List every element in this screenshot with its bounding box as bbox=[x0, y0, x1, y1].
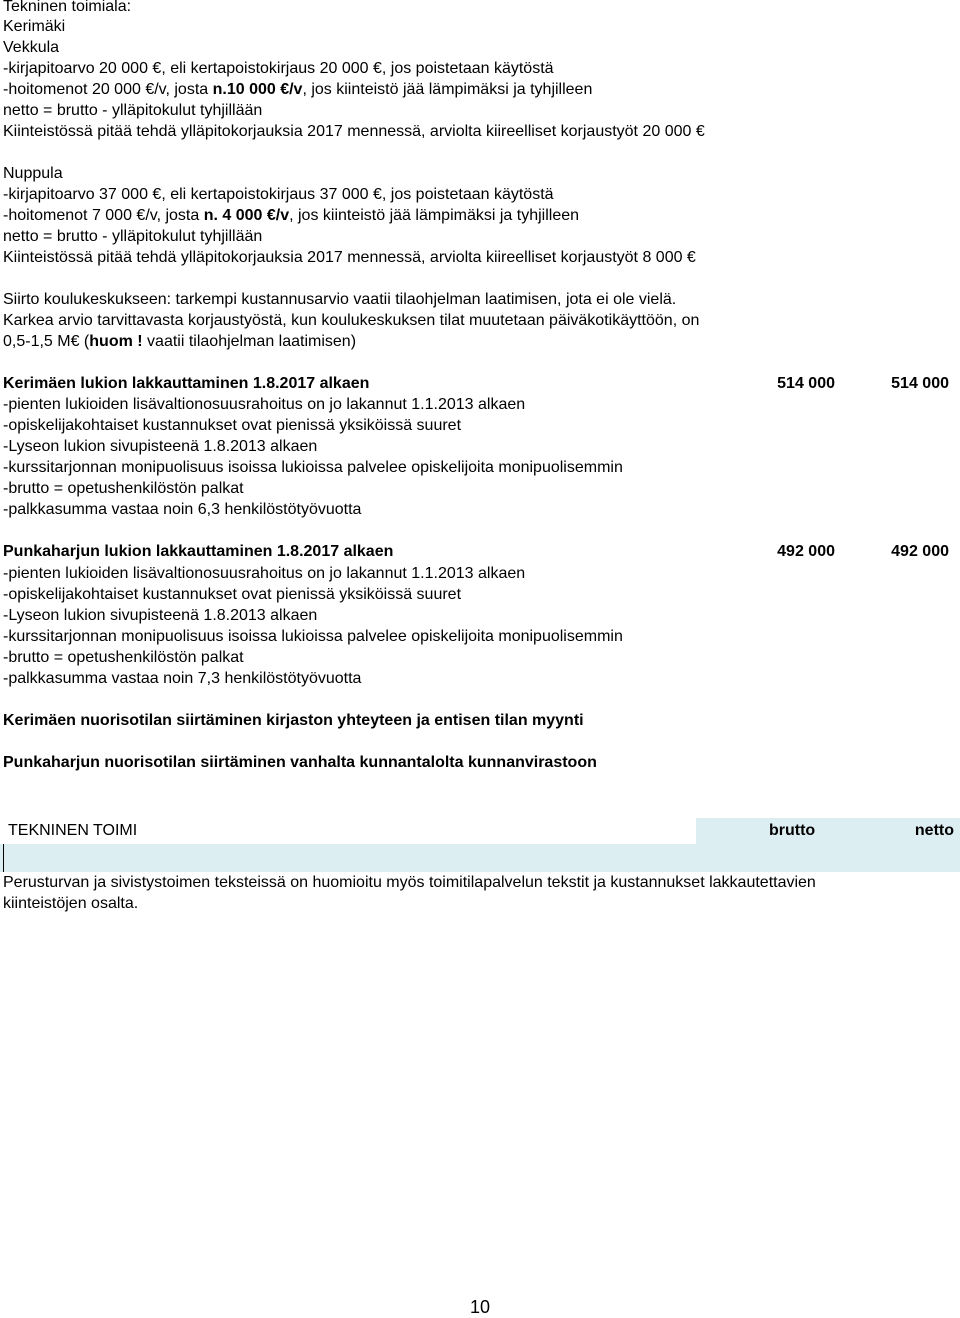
nuppula-line-3: netto = brutto - ylläpitokulut tyhjillään bbox=[3, 228, 263, 245]
list-item: -palkkasumma vastaa noin 6,3 henkilöstötyövuotta bbox=[3, 501, 362, 518]
kerimaki-lukio-brutto: 514 000 bbox=[777, 375, 835, 392]
nuorisotila-punkaharju: Punkaharjun nuorisotilan siirtäminen vanhalta kunnantalolta kunnanvirastoon bbox=[3, 754, 597, 771]
punkaharju-lukio-brutto: 492 000 bbox=[777, 543, 835, 560]
column-header-brutto: brutto bbox=[769, 822, 816, 839]
page-number: 10 bbox=[469, 1297, 491, 1317]
list-item: -brutto = opetushenkilöstön palkat bbox=[3, 649, 244, 666]
siirto-line-1: Siirto koulukeskukseen: tarkempi kustannusarvio vaatii tilaohjelman laatimisen, jota ei ole vielä. bbox=[3, 291, 677, 308]
siirto-line-2: Karkea arvio tarvittavasta korjaustyöstä, kun koulukeskuksen tilat muutetaan päiväkotikäyttöön, on bbox=[3, 312, 700, 329]
siirto-line-3-a: 0,5-1,5 M€ ( bbox=[3, 333, 90, 350]
list-item: -kurssitarjonnan monipuolisuus isoissa lukioissa palvelee opiskelijoita monipuolisemmin bbox=[3, 459, 623, 476]
section-title: Tekninen toimiala: bbox=[3, 0, 132, 15]
list-item: -Lyseon lukion sivupisteenä 1.8.2013 alkaen bbox=[3, 438, 318, 455]
kerimaki-line-2-c: , jos kiinteistö jää lämpimäksi ja tyhjilleen bbox=[302, 81, 593, 98]
siirto-line-3-c: vaatii tilaohjelman laatimisen) bbox=[142, 333, 357, 350]
punkaharju-lukio-title: Punkaharjun lukion lakkauttaminen 1.8.2017 alkaen bbox=[3, 543, 394, 560]
list-item: -palkkasumma vastaa noin 7,3 henkilöstötyövuotta bbox=[3, 670, 362, 687]
kerimaki-line-1: -kirjapitoarvo 20 000 €, eli kertapoistokirjaus 20 000 €, jos poistetaan käytöstä bbox=[3, 60, 554, 77]
kerimaki-lukio-netto: 514 000 bbox=[891, 375, 949, 392]
note-line-2: kiinteistöjen osalta. bbox=[3, 895, 139, 912]
nuppula-line-1: -kirjapitoarvo 37 000 €, eli kertapoistokirjaus 37 000 €, jos poistetaan käytöstä bbox=[3, 186, 554, 203]
nuppula-line-4: Kiinteistössä pitää tehdä ylläpitokorjauksia 2017 mennessä, arviolta kiireelliset korjaustyöt 8 000 € bbox=[3, 249, 696, 266]
table-row bbox=[0, 844, 960, 872]
nuppula-line-2 bbox=[3, 206, 579, 226]
nuppula-title: Nuppula bbox=[3, 165, 63, 182]
list-item: -opiskelijakohtaiset kustannukset ovat pienissä yksiköissä suuret bbox=[3, 417, 462, 434]
nuppula-line-2-a: -hoitomenot 7 000 €/v, josta bbox=[3, 207, 204, 224]
list-item: -Lyseon lukion sivupisteenä 1.8.2013 alkaen bbox=[3, 607, 318, 624]
kerimaki-lukio-title: Kerimäen lukion lakkauttaminen 1.8.2017 alkaen bbox=[3, 375, 370, 392]
siirto-line-3 bbox=[3, 332, 356, 352]
punkaharju-lukio-netto: 492 000 bbox=[891, 543, 949, 560]
list-item: -brutto = opetushenkilöstön palkat bbox=[3, 480, 244, 497]
list-item: -pienten lukioiden lisävaltionosuusrahoitus on jo lakannut 1.1.2013 alkaen bbox=[3, 565, 526, 582]
note-line-1: Perusturvan ja sivistystoimen teksteissä on huomioitu myös toimitilapalvelun tekstit ja kustannukset lakkautettavien bbox=[3, 874, 816, 891]
kerimaki-subtitle: Vekkula bbox=[3, 39, 60, 56]
list-item: -pienten lukioiden lisävaltionosuusrahoitus on jo lakannut 1.1.2013 alkaen bbox=[3, 396, 526, 413]
siirto-line-3-b: huom ! bbox=[89, 333, 143, 350]
kerimaki-line-4: Kiinteistössä pitää tehdä ylläpitokorjauksia 2017 mennessä, arviolta kiireelliset korjaustyöt 20 000 € bbox=[3, 123, 705, 140]
kerimaki-line-2-b: n.10 000 €/v bbox=[212, 81, 303, 98]
table-label: TEKNINEN TOIMI bbox=[8, 822, 138, 839]
nuppula-line-2-b: n. 4 000 €/v bbox=[203, 207, 290, 224]
nuorisotila-kerimaki: Kerimäen nuorisotilan siirtäminen kirjaston yhteyteen ja entisen tilan myynti bbox=[3, 712, 584, 729]
nuppula-line-2-c: , jos kiinteistö jää lämpimäksi ja tyhjilleen bbox=[289, 207, 580, 224]
kerimaki-line-3: netto = brutto - ylläpitokulut tyhjillään bbox=[3, 102, 263, 119]
kerimaki-title: Kerimäki bbox=[3, 18, 66, 35]
kerimaki-line-2 bbox=[3, 80, 592, 100]
list-item: -opiskelijakohtaiset kustannukset ovat pienissä yksiköissä suuret bbox=[3, 586, 462, 603]
column-header-netto: netto bbox=[914, 822, 954, 839]
kerimaki-line-2-a: -hoitomenot 20 000 €/v, josta bbox=[3, 81, 213, 98]
list-item: -kurssitarjonnan monipuolisuus isoissa lukioissa palvelee opiskelijoita monipuolisemmin bbox=[3, 628, 623, 645]
